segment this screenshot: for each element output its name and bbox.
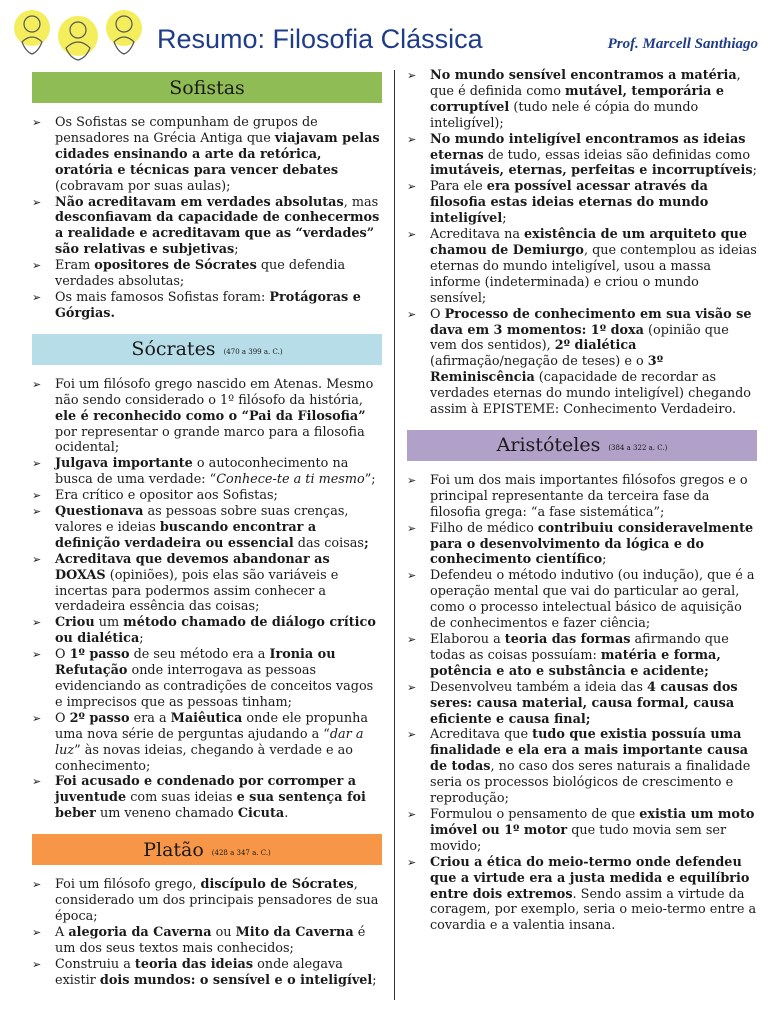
text-run: Conhece-te a ti mesmo [216,472,365,488]
text-run: buscando encontrar a definição verdadeira ou essencial [55,519,317,551]
text-run: onde interrogava as pessoas evidenciando as contradições de conceitos vagos e imprecisos que as pessoas tinham; [55,663,374,710]
text-run: que defendia verdades absolutas; [55,258,346,290]
text-run: ; [752,163,757,179]
text-run: existia um moto imóvel ou 1º motor [430,806,755,838]
list-item [407,680,757,728]
section-header-platao [32,834,382,865]
text-run: ; [364,535,369,551]
text-run: que tudo movia sem ser movido; [430,822,727,854]
list-item [32,195,382,259]
text-run: teoria das formas [504,632,631,647]
text-run: ”; [364,472,376,488]
philosophers-logo-icon [10,6,146,62]
list-item [407,521,757,569]
text-run: Foi um filósofo grego nascido em Atenas. Mesmo não sendo considerado o 1º filósofo da história, [55,376,374,408]
text-run: ; [602,552,607,568]
text-run: , que é definida como [430,68,741,99]
text-run: por representar o grande marco para a filosofia ocidental; [55,424,365,456]
text-run: de seu método era a [129,647,270,663]
text-run: , no caso dos seres naturais a finalidade seria os processos biológicos de crescimento e reprodução; [430,759,751,807]
text-run: A [55,924,69,940]
column-divider [394,70,395,1000]
text-run: ; [372,972,377,988]
text-run: onde ele propunha uma nova série de perguntas ajudando a “ [55,710,369,742]
author-name: Prof. Marcell Santhiago [607,36,758,52]
text-run: , que contemplou as ideias eternas do mundo inteligível, usou a massa informe (indeterminada) e criou o mundo sensível; [430,242,757,306]
text-run: método chamado de diálogo crítico ou dialética [55,615,376,647]
text-run: as pessoas sobre suas crenças, valores e ideias [55,504,349,535]
text-run: existência de um arquiteto que chamou de Demiurgo [430,227,747,258]
list-item [407,179,757,227]
text-run: alegoria da Caverna [68,924,212,940]
list-item [32,615,382,647]
left-column [32,72,382,989]
text-run: matéria e forma, potência e ato e substância e acidente; [430,647,721,679]
text-run: Protágoras e Górgias. [55,289,361,321]
text-run: ” às novas ideias, chegando à verdade e ao conhecimento; [55,742,353,774]
text-run: ou [211,924,236,940]
section-title: Aristóteles [496,434,601,457]
text-run: Julgava importante [55,456,193,472]
text-run: viajavam pelas cidades ensinando a arte da retórica, oratória e técnicas para vencer debates [55,130,380,178]
text-run: 4 causas dos seres: causa material, causa formal, causa eficiente e causa final; [430,679,738,727]
list-item [32,377,382,457]
text-run: Não acreditavam em verdades absolutas [55,194,344,210]
text-run: o autoconhecimento na busca de uma verdade: “ [55,456,349,488]
list-item [32,456,382,488]
text-run: dar a luz [55,726,364,758]
text-run: ele é reconhecido como o “Pai da Filosofia” [55,408,366,424]
text-run: Acreditava que [430,727,533,743]
text-run: afirmando que todas as coisas possuíam: [430,632,729,663]
list-item [32,115,382,195]
list-item [407,632,757,680]
text-run: (afirmação/negação de teses) e o [430,354,648,370]
text-run: 1º passo [69,647,130,663]
text-run: . [284,806,289,822]
right-column [407,68,757,934]
text-run: Desenvolveu também a ideia das [430,679,648,695]
section-header-sofistas [32,72,382,103]
text-run: Maiêutica [170,710,243,726]
text-run: . Sendo assim a virtude da coragem, por exemplo, seria o meio-termo entre a covardia e a valentia insana. [430,886,757,934]
text-run: onde alegava existir [55,956,343,988]
list-item [407,227,757,307]
text-run: Para ele [430,179,487,195]
text-run: era possível acessar através da filosofia estas ideias eternas do mundo inteligível [430,179,709,227]
text-run: 2º passo [69,710,130,726]
platao-list-part-1 [32,877,382,988]
text-run: , mas [343,194,379,210]
list-item [32,925,382,957]
text-run: tudo que existia possuía uma finalidade e ela era a mais importante causa de todas [430,727,749,775]
text-run: Questionava [55,504,144,520]
text-run: ; [502,211,507,227]
list-item [407,855,757,935]
list-item [407,132,757,180]
list-item [407,68,757,132]
text-run: contribuiu consideravelmente para o desenvolvimento da lógica e do conhecimento científico [430,520,754,568]
aristoteles-list [407,473,757,934]
text-run: discípulo de Sócrates [200,877,354,893]
section-dates: (384 a 322 a. C.) [608,444,668,453]
text-run: desconfiavam da capacidade de conhecermos a realidade e acreditavam que as “verdades” são relativas e subjetivas [55,210,380,258]
page-title: Resumo: Filosofia Clássica [157,24,483,54]
section-dates: (428 a 347 a. C.) [211,848,271,857]
text-run: Elaborou a [430,632,505,647]
text-run: é um dos seus textos mais conhecidos; [55,924,366,956]
list-item [32,258,382,290]
list-item [407,727,757,807]
section-title: Sofistas [169,76,245,99]
text-run: Foi um filósofo grego, [55,877,201,893]
text-run: era a [129,710,171,726]
text-run: Processo de conhecimento em sua visão se dava em 3 momentos: 1º doxa [430,306,752,338]
text-run: dois mundos: o sensível e o inteligível [99,972,373,988]
text-run: Foi um dos mais importantes filósofos gregos e o principal representante da terceira fase da filosofia grega: “a fase sistemática”; [430,472,748,520]
text-run: Formulou o pensamento de que [430,806,640,822]
text-run: (opiniões), pois elas são variáveis e incertas para podermos assim conhecer a verdadeira essência das coisas; [55,567,339,615]
text-run: O [55,710,70,726]
text-run: Acreditava na [430,227,525,243]
section-header-aristoteles [407,430,757,461]
text-run: (capacidade de recordar as verdades eternas do mundo inteligível) chegando assim à EPISTEME: Conhecimento Verdadeiro. [430,370,752,418]
text-run: Defendeu o método indutivo (ou indução), que é a operação mental que vai do particular ao geral, como o processo intelectual básico de aquisição de conhecimentos e fazer ciência; [430,568,755,632]
text-run: opositores de Sócrates [94,258,257,274]
text-run: (tudo nele é cópia do mundo inteligível); [430,99,699,131]
text-run: de tudo, essas ideias são definidas como [483,147,751,163]
text-run: Construiu a [55,956,135,972]
header [0,0,768,70]
list-item [32,290,382,322]
text-run: Os mais famosos Sofistas foram: [55,289,270,305]
text-run: e sua sentença foi beber [55,790,366,822]
text-run: mutável, temporária e corruptível [430,83,725,115]
section-title: Platão [143,838,204,861]
sofistas-list [32,115,382,322]
list-item [32,877,382,925]
text-run: O [55,647,70,663]
section-title: Sócrates [131,338,216,361]
text-run: , considerado um dos principais pensadores de sua época; [55,877,379,924]
text-run: Os Sofistas se compunham de grupos de pensadores na Grécia Antiga que [55,115,318,146]
list-item [32,774,382,822]
text-run: O [430,306,445,322]
text-run: das coisas [293,535,364,551]
list-item [32,504,382,552]
text-run: Filho de médico [430,520,538,536]
list-item [407,568,757,632]
list-item [407,473,757,521]
list-item [32,711,382,775]
list-item [407,807,757,855]
text-run: Mito da Caverna [235,924,354,940]
text-run: Ironia ou Refutação [55,647,336,679]
text-run: No mundo sensível encontramos a matéria [430,68,737,83]
list-item [32,957,382,989]
list-item [32,488,382,504]
list-item [32,552,382,616]
text-run: imutáveis, eternas, perfeitas e incorruptíveis [430,163,753,179]
text-run: Criou a ética do meio-termo onde defendeu que a virtude era a justa medida e equilíbrio entre dois extremos [430,854,750,902]
text-run: teoria das ideias [134,956,254,972]
text-run: com suas ideias [126,790,237,806]
text-run: (cobravam por suas aulas); [55,178,231,194]
list-item [407,307,757,418]
text-run: ; [139,631,144,647]
list-item [32,647,382,711]
text-run: Criou [55,615,95,631]
text-run: Cicuta [237,806,285,822]
socrates-list [32,377,382,822]
text-run: um [94,615,124,631]
text-run: ; [234,242,239,258]
text-run: um veneno chamado [95,806,238,822]
text-run: (opinião que vem dos sentidos), [430,322,729,354]
platao-list-part-2 [407,68,757,418]
text-run: Acreditava que devemos abandonar as DOXAS [55,551,330,583]
text-run: Foi acusado e condenado por corromper a juventude [55,774,357,806]
text-run: 2º dialética [554,338,637,354]
text-run: 3º Reminiscência [430,354,664,386]
text-run: No mundo inteligível encontramos as ideias eternas [430,131,746,163]
text-run: Era crítico e opositor aos Sofistas; [55,488,278,504]
section-header-socrates [32,334,382,365]
section-dates: (470 a 399 a. C.) [223,348,283,357]
text-run: Eram [55,258,95,274]
